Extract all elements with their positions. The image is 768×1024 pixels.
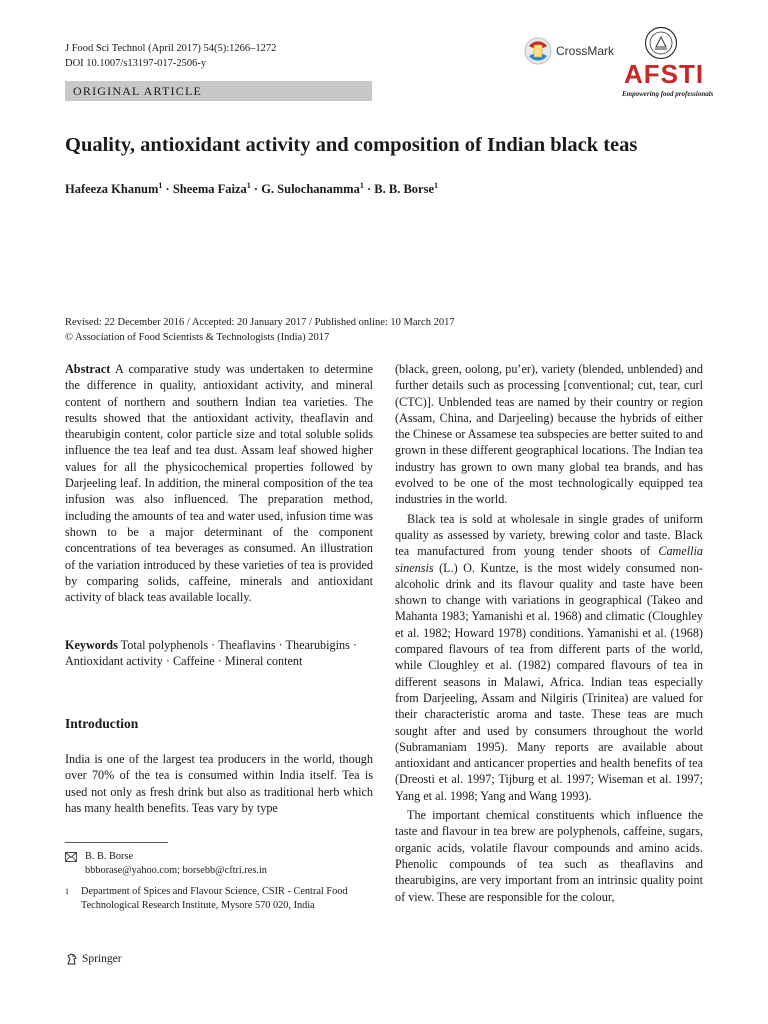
- author-affiliation-mark: 1: [158, 181, 163, 190]
- right-column-text: [395, 361, 703, 905]
- article-type-badge: ORIGINAL ARTICLE: [65, 81, 372, 101]
- species-name: Camellia sinensis: [395, 544, 703, 575]
- introduction-heading: Introduction: [65, 716, 139, 731]
- article-title: Quality, antioxidant activity and composition of Indian black teas: [65, 134, 638, 156]
- copyright-line: © Association of Food Scientists & Technologists (India) 2017: [65, 332, 330, 343]
- keywords-label: Keywords: [65, 638, 118, 652]
- body-paragraph: (black, green, oolong, pu’er), variety (blended, unblended) and further details such as processing [conventional; cut, tear, curl (CTC)]. Unblended teas are named by their country or region (Assam, China, and Darjeeling) because the hybrids of either the Chinese or Assamese tea subspecies are better suited to and grown in these different geographical locations. The Indian tea industry has grown to own many global tea brands, and has evolved to be one of the most technologically equipped tea industries in the world.: [395, 362, 703, 507]
- introduction-paragraph: [65, 751, 373, 816]
- author-affiliation-mark: 1: [359, 181, 364, 190]
- dates-line: Revised: 22 December 2016 / Accepted: 20 January 2017 / Published online: 10 March 2017: [65, 317, 455, 328]
- correspondence-footnote: [65, 850, 365, 877]
- envelope-icon: [65, 852, 77, 862]
- intro-paragraph-1: India is one of the largest tea producers in the world, though over 70% of the tea is consumed within India itself. Tea is used not only as fresh drink but also as traditional herb which has many health benefits. Teas vary by type: [65, 752, 373, 815]
- abstract-text: A comparative study was undertaken to determine the difference in quality, antioxidant activity, and mineral content of northern and southern Indian tea varieties. The results showed that the antioxidant activity, theaflavin and thearubigin content, color particle size and total soluble solids influence the tea leaf and tea dust. Assam leaf showed higher values for all the physicochemical properties followed by Darjeeling leaf. In addition, the mineral composition of the tea infusion was also influenced. The preparation method, including the amounts of tea and water used, infusion time was shown to be a major determinant of the component concentrations of tea beverages as consumed. An illustration of the variation introduced by these varieties of tea is provided by comparing solids, caffeine, minerals and antioxidant activity of black teas available locally.: [65, 362, 373, 605]
- author-affiliation-mark: 1: [434, 181, 438, 190]
- author-affiliation-mark: 1: [246, 181, 251, 190]
- afsti-logo: [610, 26, 714, 98]
- body-paragraph: The important chemical constituents which influence the taste and flavour in tea brew are polyphenols, caffeine, sugars, organic acids, volatile flavour compounds and amino acids. Phenolic compounds of tea such as theaflavins and thearubigins, are very important from an intrinsic quality point of view. These are responsible for the colour,: [395, 808, 703, 904]
- affiliation-text: Department of Spices and Flavour Science, CSIR - Central Food Technological Research Institute, Mysore 570 020, India: [81, 886, 348, 911]
- corresponding-emails[interactable]: bbborase@yahoo.com; borsebb@cftri.res.in: [85, 864, 267, 876]
- author-separator: ·: [162, 182, 173, 197]
- springer-wordmark: Springer: [82, 953, 122, 965]
- springer-horse-icon: [65, 952, 79, 966]
- author-name: B. B. Borse: [374, 182, 434, 197]
- affiliation-number: 1: [65, 887, 69, 896]
- afsti-tagline: Empowering food professionals: [622, 90, 714, 98]
- author-separator: ·: [363, 182, 375, 197]
- crossmark-icon: [524, 36, 552, 66]
- paragraph-text: (L.) O. Kuntze, is the most widely consumed non-alcoholic drink and its flavour quality and taste have been shown to change with variations in geographical (Takeo and Mahanta 1983; Yamanishi et al. 1968) and climatic (Cloughley et al. 1982; Howard 1978) conditions. Yamanishi et al. (1968) compared flavours of tea from different parts of the world, while Cloughley et al. (1982) compared flavours of tea in different seasons in Malawi, Africa. Indian teas especially from Darjeeling, Assam and Nilgiris (Trinitea) are valued for their characteristic aroma and taste. These teas are much sought after and used by consumers throughout the world (Subramaniam 1995). Many reports are available about antioxidant and anticancer properties and health benefits of tea (Dreosti et al. 1997; Tijburg et al. 1997; Wiseman et al. 1997; Yang et al. 1998; Yang and Wang 1993).: [395, 560, 703, 803]
- afsti-wordmark: AFSTI: [624, 59, 705, 89]
- keywords-text: Total polyphenols · Theaflavins · Thearubigins · Antioxidant activity · Caffeine · Mineral content: [65, 638, 357, 669]
- abstract-section: [65, 361, 373, 605]
- publication-history: [65, 315, 455, 345]
- author-name: Hafeeza Khanum: [65, 182, 159, 197]
- author-name: G. Sulochanamma: [261, 182, 360, 197]
- springer-logo: [65, 952, 122, 966]
- journal-line: J Food Sci Technol (April 2017) 54(5):1266–1272: [65, 43, 277, 54]
- author-separator: ·: [250, 182, 262, 197]
- crossmark-logo[interactable]: [524, 34, 614, 68]
- paragraph-text: Black tea is sold at wholesale in single grades of uniform quality as assessed by variety, brewing color and taste. Black tea manufactured from young tender shoots of: [395, 511, 703, 559]
- author-name: Sheema Faiza: [172, 182, 247, 197]
- crossmark-label: CrossMark: [556, 44, 615, 58]
- author-list: [65, 177, 438, 198]
- affiliation-footnote: [65, 885, 365, 912]
- corresponding-author: B. B. Borse: [85, 851, 134, 862]
- body-paragraph: [395, 511, 703, 804]
- doi-line[interactable]: DOI 10.1007/s13197-017-2506-y: [65, 58, 207, 69]
- afsti-seal-icon: [644, 26, 678, 60]
- keywords-section: [65, 637, 373, 670]
- footnote-divider: [65, 842, 168, 843]
- abstract-label: Abstract: [65, 362, 111, 376]
- journal-citation: [65, 41, 276, 71]
